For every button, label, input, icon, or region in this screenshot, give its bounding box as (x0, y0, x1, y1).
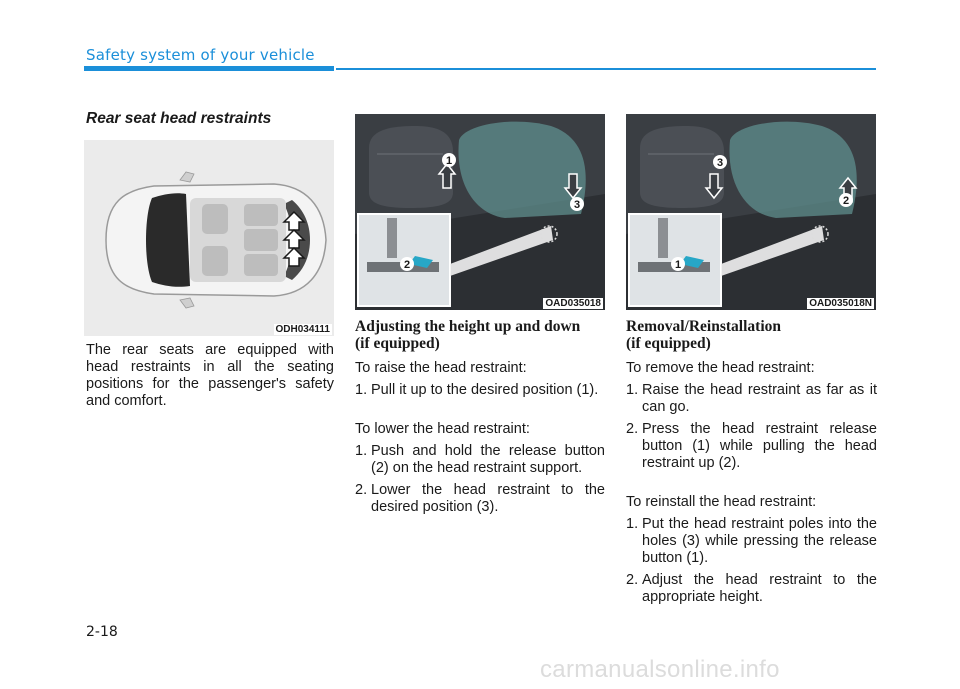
head-restraint-removal-figure (626, 114, 876, 310)
page-number: 2-18 (86, 624, 118, 640)
step-text: Push and hold the release button (2) on the head restraint support. (371, 443, 605, 476)
list-item (355, 382, 605, 399)
callout-1: 1 (674, 259, 682, 271)
callout-1: 1 (445, 155, 453, 167)
adjust-column (355, 318, 605, 521)
step-number: 2. (626, 572, 639, 588)
lower-title: To lower the head restraint: (355, 421, 530, 437)
list-item (626, 382, 877, 416)
step-number: 1. (355, 443, 368, 459)
step-text: Adjust the head restraint to the appropriate height. (642, 572, 877, 605)
section-title: Rear seat head restraints (86, 110, 272, 127)
head-restraint-adjust-figure (355, 114, 605, 310)
step-text: Raise the head restraint as far as it can go. (642, 382, 877, 415)
figure-code: OAD035018N (809, 298, 872, 309)
step-number: 1. (355, 382, 368, 398)
list-item (626, 421, 877, 472)
step-text: Pull it up to the desired position (1). (371, 382, 599, 398)
intro-column (86, 342, 334, 410)
removal-heading-line1: Removal/Reinstallation (626, 318, 781, 335)
intro-paragraph: The rear seats are equipped with head restraints in all the seating positions for the passenger's safety and comfort. (86, 342, 334, 409)
list-item (626, 572, 877, 606)
adjust-heading-line2: (if equipped) (355, 335, 440, 352)
watermark: carmanualsonline.info (540, 656, 780, 683)
car-illustration (84, 140, 334, 336)
callout-2: 2 (842, 195, 850, 207)
list-item (626, 516, 877, 567)
step-number: 2. (355, 482, 368, 498)
chapter-header: Safety system of your vehicle (86, 46, 315, 64)
step-text: Put the head restraint poles into the holes (3) while pressing the release button (1). (642, 516, 877, 566)
car-top-view-figure (84, 140, 334, 336)
figure-code: ODH034111 (275, 324, 330, 335)
callout-3: 3 (573, 199, 581, 211)
callout-2: 2 (403, 259, 411, 271)
adjust-illustration (355, 114, 605, 310)
step-text: Lower the head restraint to the desired position (3). (371, 482, 605, 515)
header-accent-bar (84, 66, 334, 71)
raise-title: To raise the head restraint: (355, 360, 527, 376)
list-item (355, 443, 605, 477)
step-number: 2. (626, 421, 639, 437)
step-number: 1. (626, 516, 639, 532)
removal-heading-line2: (if equipped) (626, 335, 711, 352)
removal-column (626, 318, 877, 611)
figure-code: OAD035018 (545, 298, 601, 309)
callout-3: 3 (716, 157, 724, 169)
step-text: Press the head restraint release button (1) while pulling the head restraint up (2). (642, 421, 877, 471)
remove-title: To remove the head restraint: (626, 360, 815, 376)
step-number: 1. (626, 382, 639, 398)
adjust-heading-line1: Adjusting the height up and down (355, 318, 581, 335)
header-rule (336, 68, 876, 70)
removal-heading (626, 318, 877, 352)
adjust-heading (355, 318, 605, 352)
removal-illustration (626, 114, 876, 310)
arrow-icon (284, 212, 304, 266)
reinstall-title: To reinstall the head restraint: (626, 494, 817, 510)
list-item (355, 482, 605, 516)
